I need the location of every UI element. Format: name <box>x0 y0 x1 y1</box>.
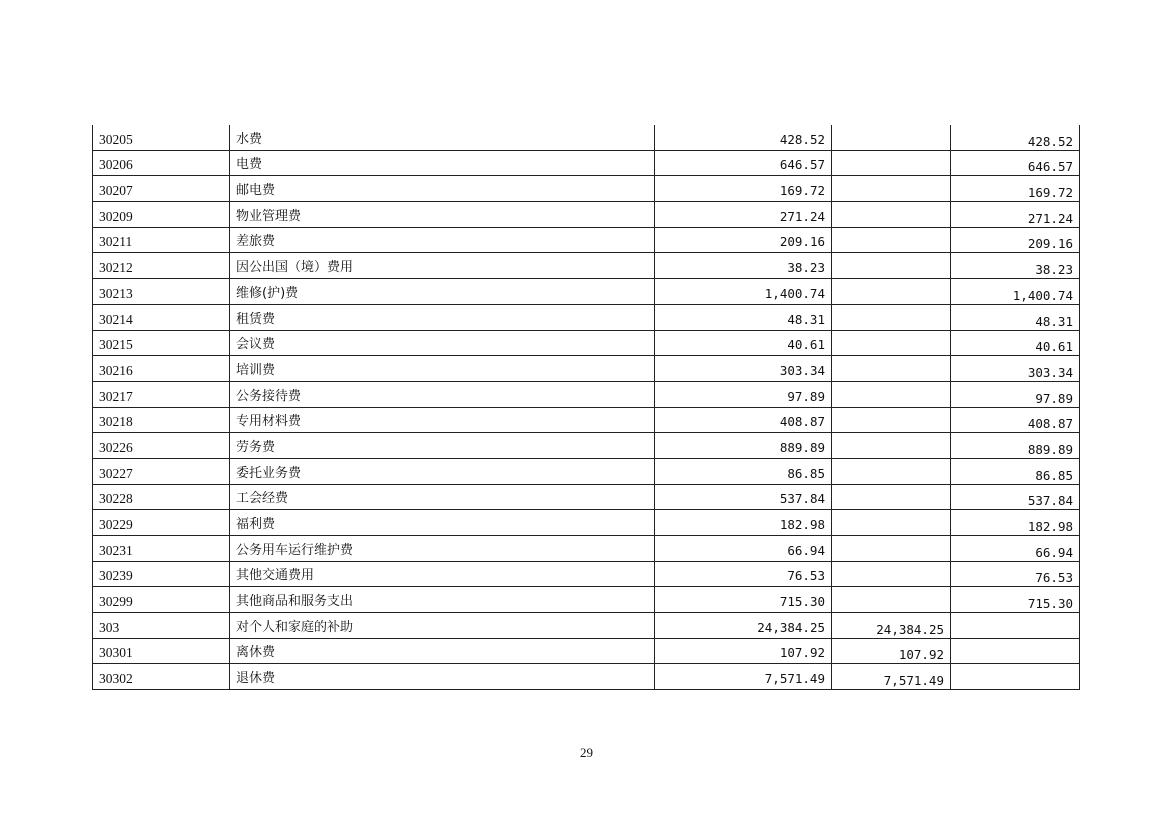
cell-name <box>230 536 655 562</box>
cell-name <box>230 304 655 330</box>
cell-project-text: 86.85 <box>1035 467 1073 483</box>
cell-code-text: 30229 <box>99 517 133 532</box>
cell-name <box>230 484 655 510</box>
cell-project-text: 48.31 <box>1035 313 1073 329</box>
cell-name-text: 福利费 <box>236 517 276 532</box>
cell-code <box>93 330 230 356</box>
cell-project-text: 428.52 <box>1027 133 1073 149</box>
cell-basic <box>832 587 951 613</box>
cell-project-text: 715.30 <box>1027 596 1073 612</box>
cell-name <box>230 176 655 202</box>
cell-total <box>655 664 832 690</box>
cell-basic <box>832 638 951 664</box>
table-row <box>93 613 1080 639</box>
cell-name-text: 因公出国（境）费用 <box>236 260 354 276</box>
cell-name <box>230 150 655 176</box>
cell-name <box>230 561 655 587</box>
cell-project-text: 889.89 <box>1027 441 1073 457</box>
cell-code-text: 30205 <box>99 131 133 147</box>
cell-code <box>93 356 230 382</box>
cell-code-text: 30206 <box>99 157 133 173</box>
table-body <box>93 125 1080 690</box>
cell-project <box>951 484 1080 510</box>
cell-code-text: 30299 <box>99 594 133 610</box>
cell-total <box>655 510 832 536</box>
cell-name <box>230 613 655 639</box>
cell-basic <box>832 150 951 176</box>
cell-code <box>93 638 230 664</box>
cell-code <box>93 125 230 150</box>
cell-project-text: 646.57 <box>1027 159 1073 175</box>
cell-total-text: 428.52 <box>779 131 825 147</box>
cell-project <box>951 279 1080 305</box>
cell-name-text: 劳务费 <box>236 439 276 455</box>
table-row <box>93 202 1080 228</box>
cell-total-text: 86.85 <box>787 465 825 481</box>
cell-basic <box>832 484 951 510</box>
cell-name-text: 租赁费 <box>236 311 276 327</box>
table-row <box>93 253 1080 279</box>
cell-total <box>655 356 832 382</box>
cell-code-text: 30227 <box>99 465 133 481</box>
cell-code <box>93 587 230 613</box>
table-row <box>93 664 1080 690</box>
table-row <box>93 330 1080 356</box>
cell-total-text: 889.89 <box>779 439 825 455</box>
cell-total <box>655 561 832 587</box>
cell-code-text: 30211 <box>99 234 133 250</box>
table-row <box>93 638 1080 664</box>
cell-code <box>93 279 230 305</box>
cell-basic <box>832 202 951 228</box>
cell-name <box>230 587 655 613</box>
cell-project <box>951 227 1080 253</box>
cell-project-text: 408.87 <box>1027 416 1073 432</box>
table-row <box>93 484 1080 510</box>
cell-code <box>93 561 230 587</box>
table-row <box>93 125 1080 150</box>
table-row <box>93 536 1080 562</box>
cell-total <box>655 458 832 484</box>
table-row <box>93 304 1080 330</box>
cell-total-text: 303.34 <box>779 362 825 378</box>
cell-name <box>230 458 655 484</box>
cell-total <box>655 433 832 459</box>
cell-name-text: 水费 <box>236 131 263 147</box>
cell-project-text: 271.24 <box>1027 210 1073 226</box>
cell-name-text: 维修(护)费 <box>236 285 299 301</box>
cell-project <box>951 536 1080 562</box>
cell-total-text: 715.30 <box>779 594 825 610</box>
cell-name-text: 离休费 <box>236 645 276 661</box>
cell-project <box>951 613 1080 639</box>
cell-project <box>951 561 1080 587</box>
cell-name-text: 委托业务费 <box>236 465 302 481</box>
cell-project <box>951 150 1080 176</box>
cell-total-text: 66.94 <box>787 542 825 558</box>
cell-basic <box>832 458 951 484</box>
table-row <box>93 561 1080 587</box>
cell-total <box>655 638 832 664</box>
cell-basic <box>832 536 951 562</box>
cell-code <box>93 510 230 536</box>
cell-code <box>93 381 230 407</box>
cell-total-text: 646.57 <box>779 157 825 173</box>
cell-basic <box>832 381 951 407</box>
cell-total <box>655 279 832 305</box>
cell-project <box>951 304 1080 330</box>
cell-total-text: 97.89 <box>787 388 825 404</box>
cell-name-text: 专用材料费 <box>236 414 302 430</box>
cell-name <box>230 330 655 356</box>
cell-project <box>951 407 1080 433</box>
cell-total <box>655 381 832 407</box>
cell-total-text: 169.72 <box>779 183 825 199</box>
cell-code <box>93 176 230 202</box>
cell-total <box>655 536 832 562</box>
cell-basic <box>832 330 951 356</box>
cell-code-text: 30228 <box>99 491 133 507</box>
table-row <box>93 381 1080 407</box>
cell-name-text: 物业管理费 <box>236 208 302 224</box>
cell-name-text: 公务用车运行维护费 <box>236 542 354 558</box>
cell-basic <box>832 433 951 459</box>
cell-project <box>951 587 1080 613</box>
cell-code-text: 30301 <box>99 645 133 661</box>
cell-total <box>655 587 832 613</box>
cell-total <box>655 330 832 356</box>
cell-code <box>93 304 230 330</box>
cell-basic <box>832 510 951 536</box>
table-row <box>93 458 1080 484</box>
cell-code-text: 30217 <box>99 388 133 404</box>
cell-name-text: 对个人和家庭的补助 <box>236 619 354 635</box>
cell-name <box>230 638 655 664</box>
cell-name <box>230 279 655 305</box>
cell-name-text: 其他交通费用 <box>236 568 315 584</box>
cell-code-text: 30226 <box>99 439 133 455</box>
cell-basic <box>832 561 951 587</box>
cell-code-text: 30213 <box>99 285 133 301</box>
table-row <box>93 279 1080 305</box>
cell-name <box>230 125 655 150</box>
cell-total <box>655 227 832 253</box>
cell-code <box>93 407 230 433</box>
cell-project <box>951 510 1080 536</box>
cell-project-text: 303.34 <box>1027 364 1073 380</box>
cell-code-text: 30212 <box>99 260 133 276</box>
cell-project-text: 169.72 <box>1027 185 1073 201</box>
cell-basic <box>832 356 951 382</box>
cell-total-text: 271.24 <box>779 208 825 224</box>
cell-name-text: 电费 <box>236 157 263 173</box>
cell-total-text: 7,571.49 <box>764 671 825 687</box>
table-row <box>93 150 1080 176</box>
cell-name-text: 公务接待费 <box>236 388 302 404</box>
table-row <box>93 176 1080 202</box>
cell-total-text: 107.92 <box>779 645 825 661</box>
cell-name <box>230 433 655 459</box>
cell-code-text: 303 <box>99 619 120 635</box>
table-row <box>93 356 1080 382</box>
cell-code-text: 30239 <box>99 568 133 584</box>
cell-total-text: 48.31 <box>787 311 825 327</box>
cell-name-text: 退休费 <box>236 671 276 687</box>
cell-basic <box>832 253 951 279</box>
cell-basic <box>832 613 951 639</box>
cell-code <box>93 613 230 639</box>
cell-project-text: 1,400.74 <box>1012 287 1073 303</box>
cell-code <box>93 458 230 484</box>
cell-code <box>93 227 230 253</box>
cell-project <box>951 458 1080 484</box>
cell-code <box>93 433 230 459</box>
cell-basic-text: 107.92 <box>898 647 944 663</box>
cell-name-text: 培训费 <box>236 362 276 378</box>
cell-total-text: 537.84 <box>779 491 825 507</box>
cell-code-text: 30231 <box>99 542 133 558</box>
cell-code-text: 30209 <box>99 208 133 224</box>
cell-code-text: 30302 <box>99 671 133 687</box>
cell-basic <box>832 664 951 690</box>
cell-basic <box>832 176 951 202</box>
cell-code <box>93 664 230 690</box>
cell-project-text: 76.53 <box>1035 570 1073 586</box>
cell-total <box>655 613 832 639</box>
cell-project <box>951 356 1080 382</box>
cell-name-text: 邮电费 <box>236 183 276 199</box>
cell-total <box>655 150 832 176</box>
cell-project-text: 182.98 <box>1027 519 1073 534</box>
cell-code-text: 30218 <box>99 414 133 430</box>
cell-code <box>93 536 230 562</box>
cell-name-text: 差旅费 <box>236 234 276 250</box>
cell-project-text: 40.61 <box>1035 339 1073 355</box>
table-row <box>93 433 1080 459</box>
cell-project <box>951 638 1080 664</box>
cell-code-text: 30207 <box>99 183 133 199</box>
table-row <box>93 510 1080 536</box>
cell-name-text: 工会经费 <box>236 491 289 507</box>
cell-code-text: 30216 <box>99 362 133 378</box>
cell-project <box>951 330 1080 356</box>
cell-code <box>93 202 230 228</box>
cell-total <box>655 202 832 228</box>
cell-project <box>951 202 1080 228</box>
cell-name <box>230 253 655 279</box>
cell-total-text: 24,384.25 <box>757 619 825 635</box>
cell-total-text: 408.87 <box>779 414 825 430</box>
cell-name <box>230 664 655 690</box>
cell-name <box>230 381 655 407</box>
cell-project <box>951 433 1080 459</box>
cell-total-text: 40.61 <box>787 337 825 353</box>
cell-name <box>230 510 655 536</box>
cell-total-text: 76.53 <box>787 568 825 584</box>
table-row <box>93 227 1080 253</box>
cell-total <box>655 125 832 150</box>
cell-basic-text: 7,571.49 <box>883 673 944 689</box>
cell-project-text: 38.23 <box>1035 262 1073 278</box>
cell-code-text: 30214 <box>99 311 133 327</box>
cell-project-text: 537.84 <box>1027 493 1073 509</box>
cell-project <box>951 664 1080 690</box>
cell-name <box>230 227 655 253</box>
cell-basic-text: 24,384.25 <box>876 621 944 637</box>
cell-total <box>655 484 832 510</box>
cell-code-text: 30215 <box>99 337 133 353</box>
cell-project-text: 66.94 <box>1035 544 1073 560</box>
cell-project-text: 209.16 <box>1027 236 1073 252</box>
cell-total-text: 38.23 <box>787 260 825 276</box>
cell-project <box>951 125 1080 150</box>
cell-code <box>93 484 230 510</box>
cell-name-text: 其他商品和服务支出 <box>236 594 354 610</box>
cell-basic <box>832 125 951 150</box>
page-number: 29 <box>580 745 593 760</box>
cell-total <box>655 176 832 202</box>
cell-code <box>93 253 230 279</box>
cell-project <box>951 176 1080 202</box>
cell-name <box>230 356 655 382</box>
cell-total <box>655 407 832 433</box>
cell-name-text: 会议费 <box>236 337 276 353</box>
cell-total-text: 182.98 <box>779 517 825 532</box>
cell-basic <box>832 304 951 330</box>
cell-total <box>655 253 832 279</box>
cell-name <box>230 407 655 433</box>
cell-basic <box>832 407 951 433</box>
table-row <box>93 407 1080 433</box>
cell-basic <box>832 227 951 253</box>
cell-project <box>951 381 1080 407</box>
cell-name <box>230 202 655 228</box>
expenditure-table <box>92 125 1080 690</box>
cell-project <box>951 253 1080 279</box>
cell-project-text: 97.89 <box>1035 390 1073 406</box>
cell-total-text: 209.16 <box>779 234 825 250</box>
cell-total-text: 1,400.74 <box>764 285 825 301</box>
table-row <box>93 587 1080 613</box>
cell-basic <box>832 279 951 305</box>
cell-total <box>655 304 832 330</box>
cell-code <box>93 150 230 176</box>
